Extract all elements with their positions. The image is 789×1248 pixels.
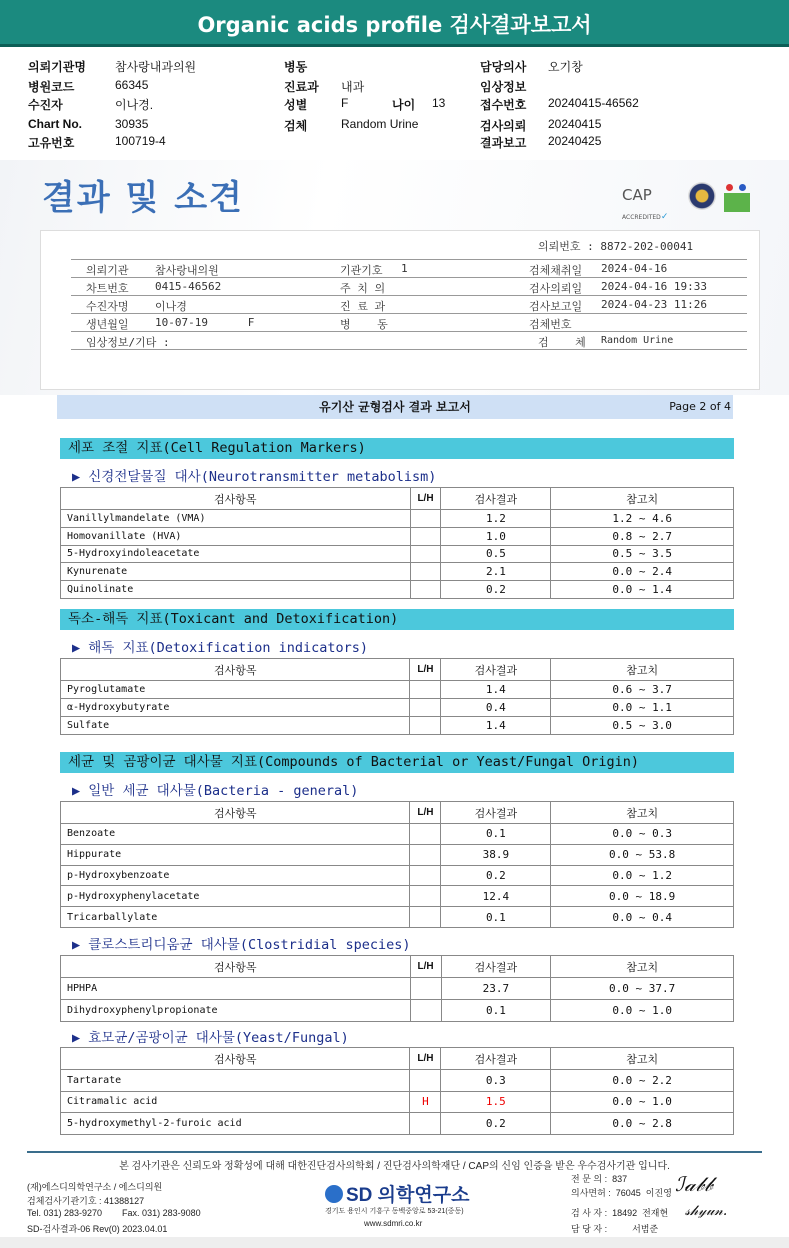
analyte-name: Kynurenate — [61, 563, 411, 581]
info-cell: 검사의뢰일 — [529, 282, 583, 295]
footer-right-line: 전 문 의 : 837 — [571, 1174, 628, 1184]
header-value: 20240425 — [548, 134, 602, 148]
section-header: 독소-해독 지표(Toxicant and Detoxification) — [60, 609, 734, 630]
column-header: 검사결과 — [441, 488, 551, 510]
analyte-name: Tartarate — [61, 1070, 410, 1092]
result-value: 1.0 — [441, 527, 551, 545]
table-row — [61, 510, 734, 528]
info-cell: 0415-46562 — [155, 280, 222, 293]
table-row — [61, 824, 734, 845]
analyte-name: Dihydroxyphenylpropionate — [61, 1000, 411, 1022]
analyte-name: 5-hydroxymethyl-2-furoic acid — [61, 1113, 410, 1135]
result-value: 0.1 — [441, 1000, 551, 1022]
reference-range: 0.0 ~ 1.4 — [551, 581, 734, 599]
table-row — [61, 1091, 734, 1113]
lh-flag — [410, 699, 441, 717]
result-value: 0.2 — [441, 581, 551, 599]
result-value: 2.1 — [441, 563, 551, 581]
column-header: 검사항목 — [61, 488, 411, 510]
column-header: L/H — [410, 488, 441, 510]
analyte-name: Benzoate — [61, 824, 410, 845]
info-row-line — [71, 349, 747, 350]
header-label: Chart No. — [28, 117, 82, 131]
reference-range: 1.2 ~ 4.6 — [551, 510, 734, 528]
table-row — [61, 545, 734, 563]
info-cell: 수진자명 — [86, 300, 129, 313]
analyte-name: Quinolinate — [61, 581, 411, 599]
result-table — [60, 955, 734, 1022]
info-row-line — [71, 331, 747, 332]
result-value: 23.7 — [441, 978, 551, 1000]
table-row — [61, 978, 734, 1000]
analyte-name: α-Hydroxybutyrate — [61, 699, 410, 717]
info-cell: 2024-04-23 11:26 — [601, 298, 707, 311]
analyte-name: Homovanillate (HVA) — [61, 527, 411, 545]
footer-left-line: Tel. 031) 283-9270 Fax. 031) 283-9080 — [27, 1208, 201, 1218]
specimen-label: 검 체 — [538, 336, 586, 349]
info-row-line — [71, 259, 747, 260]
header-label: 결과보고 — [480, 136, 527, 150]
header-label: 임상정보 — [480, 80, 527, 94]
footer-right-line: 담 당 자 : 서범준 — [571, 1224, 659, 1234]
lh-flag — [410, 1113, 441, 1135]
info-cell: 1 — [401, 262, 408, 275]
lh-flag — [410, 527, 441, 545]
header-label: 의뢰기관명 — [28, 60, 86, 74]
table-row — [61, 1070, 734, 1092]
section-header: 세포 조절 지표(Cell Regulation Markers) — [60, 438, 734, 459]
report-title: Organic acids profile 검사결과보고서 — [0, 0, 789, 47]
seal-logo-icon — [688, 182, 716, 210]
column-header: 검사결과 — [441, 802, 551, 824]
table-row — [61, 1113, 734, 1135]
result-value: 0.5 — [441, 545, 551, 563]
analyte-name: Pyroglutamate — [61, 681, 410, 699]
analyte-name: HPHPA — [61, 978, 411, 1000]
result-table — [60, 658, 734, 735]
header-label: 검사의뢰 — [480, 119, 527, 133]
result-value: 0.2 — [441, 1113, 551, 1135]
header-label: 병원코드 — [28, 80, 75, 94]
header-value: F — [341, 96, 349, 110]
reference-range: 0.0 ~ 1.0 — [551, 1091, 734, 1113]
info-cell: 생년월일 — [86, 318, 129, 331]
request-number: 의뢰번호 : 8872-202-00041 — [538, 240, 694, 253]
column-header: 참고치 — [551, 956, 734, 978]
footer-notice: 본 검사기관은 신뢰도와 정확성에 대해 대한진단검사의학회 / 진단검사의학재단 / CAP의 신임 인증을 받은 우수검사기관 입니다. — [119, 1161, 670, 1172]
header-value: 30935 — [115, 117, 149, 131]
info-cell: 기관기호 — [340, 264, 383, 277]
lh-flag — [410, 1000, 441, 1022]
lh-flag — [410, 844, 441, 865]
column-header: 검사항목 — [61, 1048, 410, 1070]
analyte-name: Hippurate — [61, 844, 410, 865]
header-label: 고유번호 — [28, 136, 75, 150]
reference-range: 0.5 ~ 3.0 — [551, 717, 734, 735]
footer-divider — [27, 1151, 762, 1153]
analyte-name: p-Hydroxybenzoate — [61, 865, 410, 886]
table-row — [61, 907, 734, 928]
group-heading: ▶ 효모균/곰팡이균 대사물(Yeast/Fungal) — [72, 1030, 349, 1046]
analyte-name: p-Hydroxyphenylacetate — [61, 886, 410, 907]
header-label: 접수번호 — [480, 98, 527, 112]
column-header: 검사항목 — [61, 659, 410, 681]
info-row-line — [71, 295, 747, 296]
age-value: 13 — [432, 96, 446, 110]
reference-range: 0.0 ~ 2.4 — [551, 563, 734, 581]
header-label: 성별 — [284, 98, 308, 112]
table-row — [61, 844, 734, 865]
reference-range: 0.0 ~ 0.4 — [551, 907, 734, 928]
analyte-name: 5-Hydroxyindoleacetate — [61, 545, 411, 563]
reference-range: 0.0 ~ 1.0 — [551, 1000, 734, 1022]
header-value: 20240415-46562 — [548, 96, 639, 110]
table-row — [61, 717, 734, 735]
column-header: 참고치 — [551, 802, 734, 824]
table-row — [61, 527, 734, 545]
request-info-box — [40, 230, 760, 390]
analyte-name: Tricarballylate — [61, 907, 410, 928]
reference-range: 0.0 ~ 0.3 — [551, 824, 734, 845]
cap-logo: CAP ACCREDITED✓ — [622, 186, 669, 222]
info-cell: 2024-04-16 19:33 — [601, 280, 707, 293]
info-cell: 차트번호 — [86, 282, 129, 295]
analyte-name: Citramalic acid — [61, 1091, 410, 1113]
reference-range: 0.0 ~ 37.7 — [551, 978, 734, 1000]
analyte-name: Vanillylmandelate (VMA) — [61, 510, 411, 528]
result-value: 0.4 — [441, 699, 551, 717]
reference-range: 0.0 ~ 18.9 — [551, 886, 734, 907]
lh-flag — [410, 978, 441, 1000]
table-row — [61, 699, 734, 717]
lab-address: 경기도 용인시 기흥구 동백중앙로 53-21(중동) — [325, 1208, 464, 1215]
header-value: 오기창 — [548, 60, 583, 74]
header-label: 수진자 — [28, 98, 63, 112]
info-cell: 주 치 의 — [340, 282, 386, 295]
group-heading: ▶ 일반 세균 대사물(Bacteria - general) — [72, 783, 359, 799]
column-header: L/H — [410, 802, 441, 824]
column-header: 검사결과 — [441, 956, 551, 978]
table-row — [61, 865, 734, 886]
lh-flag — [410, 1070, 441, 1092]
result-value: 1.4 — [441, 681, 551, 699]
analyte-name: Sulfate — [61, 717, 410, 735]
result-table — [60, 1047, 734, 1135]
table-header-row — [61, 956, 734, 978]
result-table — [60, 487, 734, 599]
header-value: 66345 — [115, 78, 149, 92]
header-value: Random Urine — [341, 117, 419, 131]
info-cell: 의뢰기관 — [86, 264, 129, 277]
table-header-row — [61, 802, 734, 824]
column-header: 참고치 — [551, 659, 734, 681]
column-header: 참고치 — [551, 1048, 734, 1070]
column-header: 검사결과 — [441, 1048, 551, 1070]
group-heading: ▶ 클로스트리디움균 대사물(Clostridial species) — [72, 937, 411, 953]
result-value: 38.9 — [441, 844, 551, 865]
group-heading: ▶ 해독 지표(Detoxification indicators) — [72, 640, 368, 656]
table-row — [61, 581, 734, 599]
table-header-row — [61, 659, 734, 681]
header-label: 병동 — [284, 60, 308, 74]
specimen-value: Random Urine — [601, 335, 674, 346]
result-table — [60, 801, 734, 928]
lh-flag — [410, 886, 441, 907]
header-value: 이나경. — [115, 98, 154, 112]
lh-flag: H — [410, 1091, 441, 1113]
signature-2: 𝓈𝒽𝓎𝓊𝓃. — [685, 1203, 728, 1219]
result-value: 12.4 — [441, 886, 551, 907]
info-cell: 이나경 — [155, 300, 187, 313]
lh-flag — [410, 581, 441, 599]
footer-left-line: (재)에스디의학연구소 / 에스디의원 — [27, 1182, 163, 1192]
lh-flag — [410, 717, 441, 735]
header-label: 검체 — [284, 119, 308, 133]
results-heading: 결과 및 소견 — [42, 178, 244, 218]
footer-left-line: SD-검사결과-06 Rev(0) 2023.04.01 — [27, 1224, 168, 1234]
info-cell: 병 동 — [340, 318, 388, 331]
column-header: L/H — [410, 1048, 441, 1070]
table-header-row — [61, 488, 734, 510]
header-value: 100719-4 — [115, 134, 166, 148]
result-value: 0.1 — [441, 907, 551, 928]
reference-range: 0.0 ~ 2.8 — [551, 1113, 734, 1135]
age-label: 나이 — [392, 98, 416, 112]
reference-range: 0.0 ~ 2.2 — [551, 1070, 734, 1092]
clinical-info: 임상정보/기타 : — [86, 336, 170, 349]
section-header: 세균 및 곰팡이균 대사물 지표(Compounds of Bacterial or Yeast/Fungal Origin) — [60, 752, 734, 773]
column-header: L/H — [410, 956, 441, 978]
lh-flag — [410, 681, 441, 699]
info-cell: 검체채취일 — [529, 264, 583, 277]
column-header: 검사항목 — [61, 802, 410, 824]
page-indicator: Page 2 of 4 — [669, 400, 731, 413]
footer-left-line: 검체검사기관기호 : 41388127 — [27, 1196, 145, 1206]
lh-flag — [410, 545, 441, 563]
reference-range: 0.8 ~ 2.7 — [551, 527, 734, 545]
info-cell: 참사랑내의원 — [155, 264, 219, 277]
header-value: 20240415 — [548, 117, 602, 131]
column-header: 참고치 — [551, 488, 734, 510]
table-row — [61, 681, 734, 699]
table-row — [61, 1000, 734, 1022]
footer-right-line: 의사면허 : 76045 이진영 — [571, 1188, 672, 1198]
lab-url: www.sdmri.co.kr — [364, 1219, 423, 1228]
result-value: 1.4 — [441, 717, 551, 735]
info-cell: 검사보고일 — [529, 300, 583, 313]
result-value: 0.3 — [441, 1070, 551, 1092]
footer-right-line: 검 사 자 : 18492 전재현 — [571, 1208, 669, 1218]
info-cell: 2024-04-16 — [601, 262, 668, 275]
report-subtitle: 유기산 균형검사 결과 보고서 — [57, 395, 733, 419]
info-cell: 10-07-19 F — [155, 316, 255, 329]
page-bottom — [0, 1237, 789, 1248]
column-header: L/H — [410, 659, 441, 681]
reference-range: 0.0 ~ 53.8 — [551, 844, 734, 865]
lh-flag — [410, 907, 441, 928]
column-header: 검사결과 — [441, 659, 551, 681]
reference-range: 0.6 ~ 3.7 — [551, 681, 734, 699]
result-value: 0.2 — [441, 865, 551, 886]
lh-flag — [410, 824, 441, 845]
lh-flag — [410, 865, 441, 886]
group-heading: ▶ 신경전달물질 대사(Neurotransmitter metabolism) — [72, 469, 437, 485]
result-value: 1.5 — [441, 1091, 551, 1113]
lh-flag — [410, 510, 441, 528]
lh-flag — [410, 563, 441, 581]
lab-logo-icon — [724, 184, 750, 212]
reference-range: 0.0 ~ 1.2 — [551, 865, 734, 886]
header-value: 참사랑내과의원 — [115, 60, 197, 74]
header-label: 진료과 — [284, 80, 319, 94]
table-header-row — [61, 1048, 734, 1070]
sd-logo: SD 의학연구소 — [325, 1180, 469, 1207]
info-cell: 진 료 과 — [340, 300, 386, 313]
reference-range: 0.0 ~ 1.1 — [551, 699, 734, 717]
result-value: 0.1 — [441, 824, 551, 845]
info-cell: 검체번호 — [529, 318, 572, 331]
result-value: 1.2 — [441, 510, 551, 528]
header-label: 담당의사 — [480, 60, 527, 74]
header-value: 내과 — [341, 80, 365, 94]
column-header: 검사항목 — [61, 956, 411, 978]
table-row — [61, 563, 734, 581]
signature-1: ℐ𝒶𝒷𝒷 — [675, 1172, 713, 1196]
table-row — [61, 886, 734, 907]
reference-range: 0.5 ~ 3.5 — [551, 545, 734, 563]
